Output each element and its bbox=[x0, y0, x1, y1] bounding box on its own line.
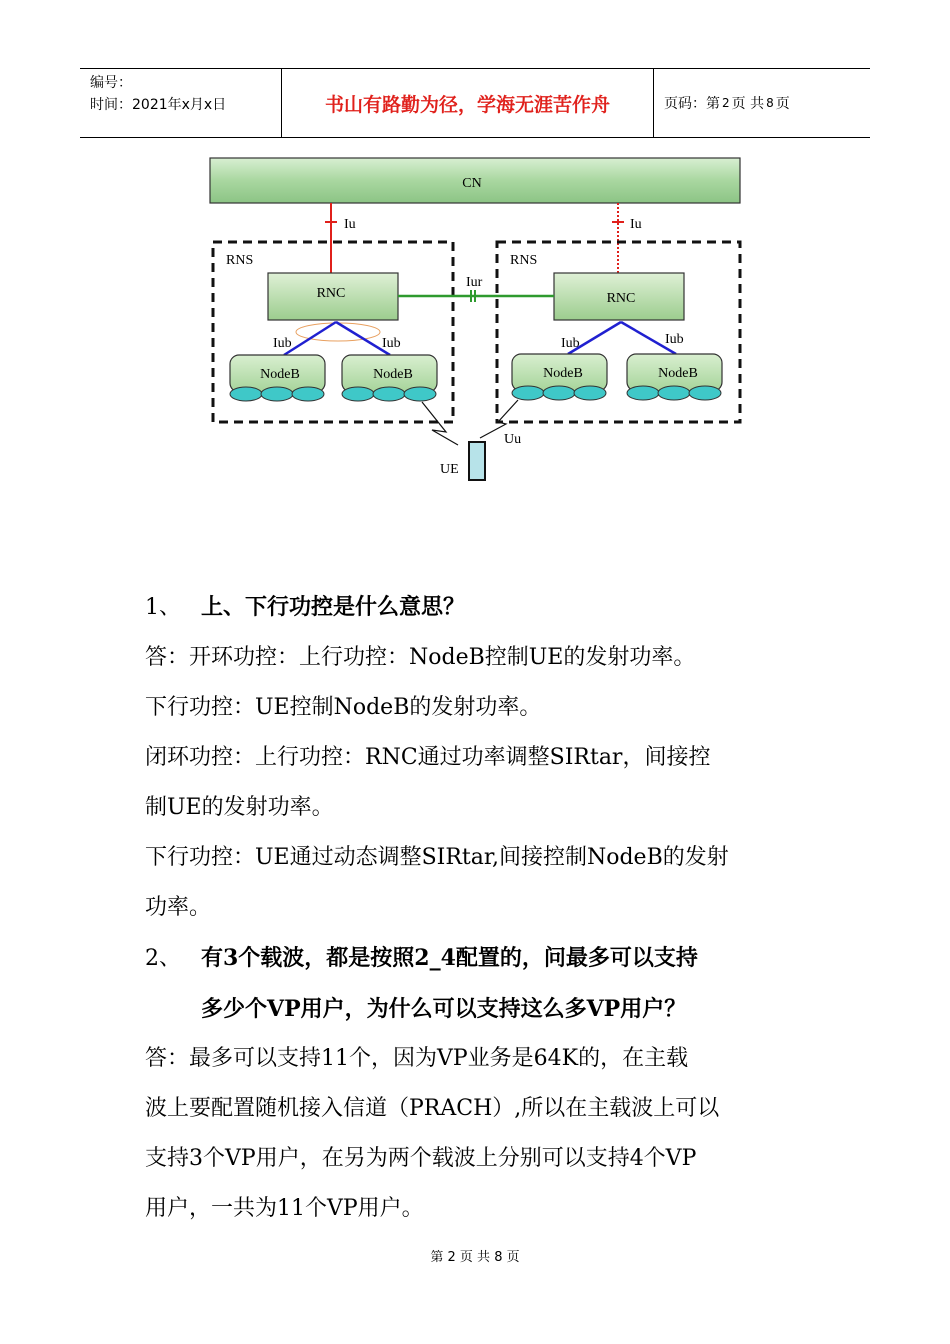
header-motto: 书山有路勤为径，学海无涯苦作舟 bbox=[281, 69, 654, 137]
cn-label: CN bbox=[462, 176, 482, 191]
page-header bbox=[80, 68, 870, 138]
page-current: 2 bbox=[722, 96, 730, 110]
iur-label: Iur bbox=[466, 275, 483, 290]
answer-line: 答：开环功控：上行功控：NodeB控制UE的发射功率。 bbox=[145, 645, 696, 670]
page-label-suffix: 页 bbox=[775, 96, 790, 112]
answer-line: 下行功控：UE控制NodeB的发射功率。 bbox=[145, 695, 542, 720]
answer-line: 闭环功控：上行功控：RNC通过功率调整SIRtar，间接控 bbox=[145, 745, 711, 770]
nodeb-3 bbox=[512, 354, 607, 400]
iu-right-label: Iu bbox=[630, 217, 642, 232]
page-label-mid: 页 共 bbox=[731, 96, 765, 112]
question-title: 上、下行功控是什么意思？ bbox=[201, 594, 466, 620]
iub-link bbox=[284, 322, 336, 355]
rnc-right-label: RNC bbox=[606, 291, 636, 306]
question-2 bbox=[145, 933, 815, 984]
question-1 bbox=[145, 582, 815, 633]
rnc-left-label: RNC bbox=[316, 286, 346, 301]
answer-line: 波上要配置随机接入信道（PRACH）,所以在主载波上可以 bbox=[145, 1096, 720, 1121]
iub-label: Iub bbox=[561, 336, 580, 351]
answer-line: 支持3个VP用户，在另为两个载波上分别可以支持4个VP bbox=[145, 1146, 697, 1171]
answer-line: 下行功控：UE通过动态调整SIRtar,间接控制NodeB的发射 bbox=[145, 845, 729, 870]
nodeb-label: NodeB bbox=[543, 366, 583, 381]
question-title: 有3个载波，都是按照2_4配置的，问最多可以支持 bbox=[201, 945, 698, 971]
uu-label: Uu bbox=[504, 432, 522, 447]
iub-label: Iub bbox=[382, 336, 401, 351]
nodeb-4 bbox=[627, 354, 722, 400]
code-label: 编号： bbox=[90, 75, 132, 91]
page-total: 8 bbox=[766, 96, 774, 110]
nodeb-label: NodeB bbox=[373, 367, 413, 382]
header-page-info bbox=[654, 69, 870, 137]
iub-label: Iub bbox=[665, 332, 684, 347]
rns-right-label: RNS bbox=[510, 253, 538, 268]
question-number: 1、 bbox=[145, 595, 181, 620]
iub-label: Iub bbox=[273, 336, 292, 351]
answer-line: 制UE的发射功率。 bbox=[145, 795, 334, 820]
answer-line: 答：最多可以支持11个，因为VP业务是64K的，在主载 bbox=[145, 1046, 689, 1071]
nodeb-label: NodeB bbox=[260, 367, 300, 382]
answer-line: 功率。 bbox=[145, 895, 212, 920]
document-body bbox=[145, 582, 815, 1234]
ue-label: UE bbox=[440, 462, 459, 477]
question-number: 2、 bbox=[145, 946, 181, 971]
question-title-cont: 多少个VP用户，为什么可以支持这么多VP用户？ bbox=[201, 996, 687, 1022]
nodeb-2 bbox=[342, 355, 437, 401]
network-diagram bbox=[200, 150, 760, 490]
iu-left-label: Iu bbox=[344, 217, 356, 232]
page-footer: 第 2 页 共 8 页 bbox=[430, 1250, 520, 1265]
answer-line: 用户，一共为11个VP用户。 bbox=[145, 1196, 424, 1221]
nodeb-label: NodeB bbox=[658, 366, 698, 381]
nodeb-1 bbox=[230, 355, 325, 401]
time-label: 时间：2021年x月x日 bbox=[90, 97, 227, 113]
ue-device bbox=[469, 442, 485, 480]
header-meta bbox=[80, 69, 281, 137]
page-label-prefix: 页码：第 bbox=[664, 96, 720, 112]
rns-left-label: RNS bbox=[226, 253, 254, 268]
